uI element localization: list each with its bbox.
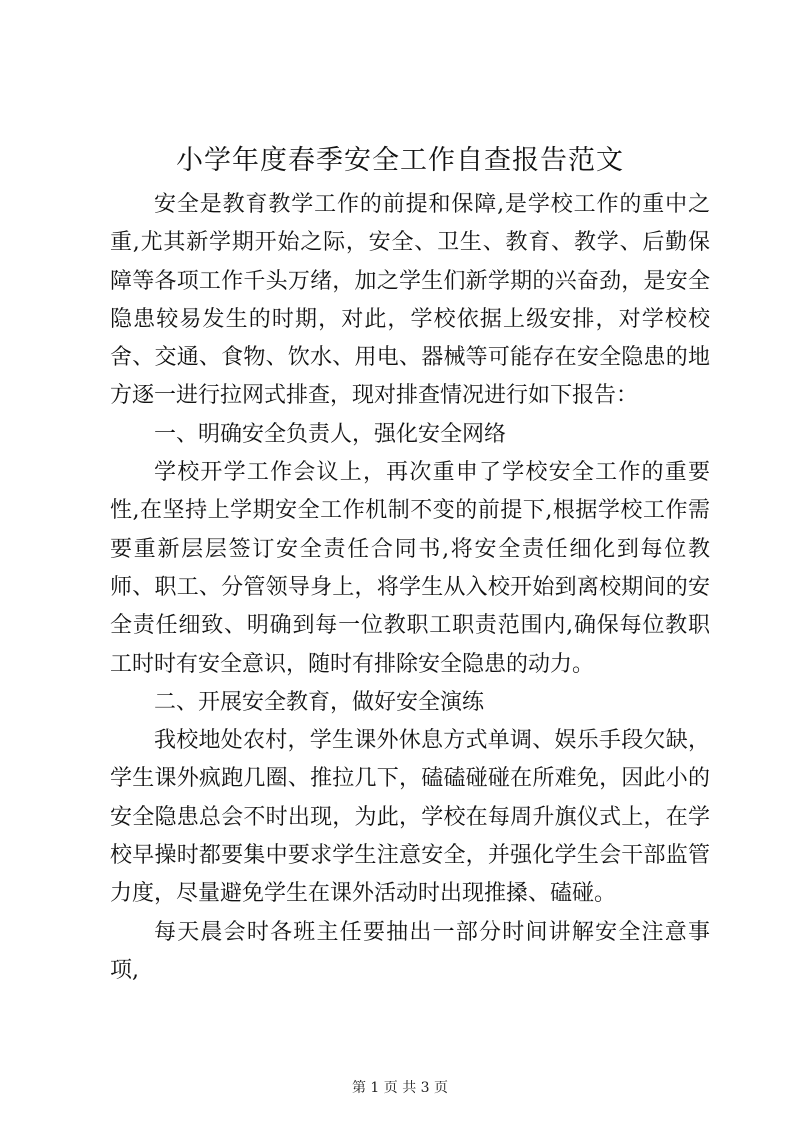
- paragraph-section-1: 学校开学工作会议上，再次重申了学校安全工作的重要性,在坚持上学期安全工作机制不变的前提下,根据学校工作需要重新层层签订安全责任合同书,将安全责任细化到每位教师、职工、分管领导身上，将学生从入校开始到离校期间的安全责任细致、明确到每一位教职工职责范围内,确保每位教职工时时有安全意识，随时有排除安全隐患的动力。: [110, 460, 710, 677]
- page-footer: 第 1 页 共 3 页: [351, 1080, 449, 1096]
- section-heading-2: 二、开展安全教育，做好安全演练: [154, 689, 485, 715]
- section-heading-1: 一、明确安全负责人，强化安全网络: [154, 421, 507, 447]
- document-body: [110, 186, 710, 990]
- paragraph-morning-meeting: 每天晨会时各班主任要抽出一部分时间讲解安全注意事项,: [110, 919, 710, 983]
- paragraph-section-2: 我校地处农村，学生课外休息方式单调、娱乐手段欠缺，学生课外疯跑几圈、推拉几下，磕磕碰碰在所难免，因此小的安全隐患总会不时出现，为此，学校在每周升旗仪式上，在学校早操时都要集中要求学生注意安全，并强化学生会干部监管力度，尽量避免学生在课外活动时出现推搡、磕碰。: [110, 728, 710, 907]
- paragraph-intro: 安全是教育教学工作的前提和保障,是学校工作的重中之重,尤其新学期开始之际，安全、卫生、教育、教学、后勤保障等各项工作千头万绪，加之学生们新学期的兴奋劲，是安全隐患较易发生的时期，对此，学校依据上级安排，对学校校舍、交通、食物、饮水、用电、器械等可能存在安全隐患的地方逐一进行拉网式排查，现对排查情况进行如下报告：: [110, 192, 710, 409]
- document-title: 小学年度春季安全工作自查报告范文: [176, 145, 624, 176]
